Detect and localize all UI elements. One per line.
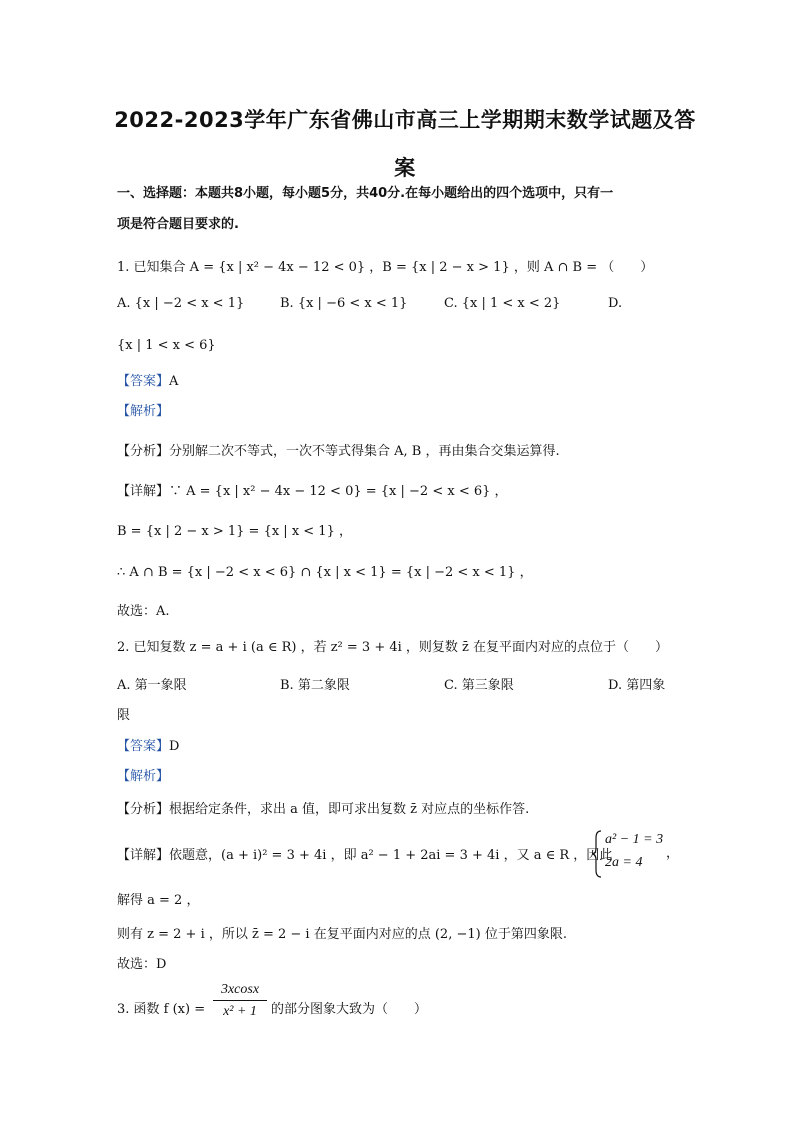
- fraction-denominator: x² + 1: [223, 1004, 257, 1019]
- q2-equation-system: [592, 830, 682, 878]
- q3-stem-suffix: 的部分图象大致为（ ）: [271, 1002, 428, 1017]
- answer-tag: 【答案】: [117, 739, 170, 754]
- fraction-numerator: 3xcosx: [213, 980, 267, 1001]
- q1-option-b: B. {x | −6 < x < 1}: [280, 296, 408, 311]
- q2-answer-line: [117, 737, 179, 757]
- q2-option-c: C. 第三象限: [444, 678, 514, 693]
- q2-option-a: A. 第一象限: [117, 678, 187, 693]
- q1-fenxi: 【分析】分别解二次不等式，一次不等式得集合 A, B ，再由集合交集运算得.: [117, 444, 560, 459]
- system-bottom: 2a = 4: [605, 855, 643, 870]
- q1-option-c: C. {x | 1 < x < 2}: [444, 296, 561, 311]
- q1-conclusion: 故选：A.: [117, 604, 170, 619]
- q1-answer: A: [169, 374, 179, 389]
- section-header: 一、选择题：本题共8小题，每小题5分，共40分.在每小题给出的四个选项中，只有一: [117, 186, 614, 201]
- document-title: 2022-2023学年广东省佛山市高三上学期期末数学试题及答案: [114, 108, 696, 180]
- q1-option-d: D.: [608, 296, 623, 311]
- q2-option-d-cont: 限: [117, 708, 131, 723]
- q1-option-d-cont: {x | 1 < x < 6}: [117, 338, 216, 353]
- q1-answer-line: [117, 372, 178, 392]
- q2-answer: D: [169, 739, 180, 754]
- q3-stem-prefix: 3. 函数 f (x) =: [117, 1002, 206, 1017]
- q1-option-a: A. {x | −2 < x < 1}: [117, 296, 245, 311]
- q3-stem: [117, 980, 597, 1036]
- q2-conclusion: 故选：D: [117, 957, 167, 972]
- answer-tag: 【答案】: [117, 374, 170, 389]
- q2-stem: 2. 已知复数 z = a + i (a ∈ R) ，若 z² = 3 + 4i ，则复数 z̄ 在复平面内对应的点位于（ ）: [117, 640, 669, 655]
- q2-fenxi: 【分析】根据给定条件，求出 a 值，即可求出复数 z̄ 对应点的坐标作答.: [117, 802, 530, 817]
- q1-detail-3: ∴ A ∩ B = {x | −2 < x < 6} ∩ {x | x < 1} = {x | −2 < x < 1} ，: [117, 565, 533, 580]
- q2-solve: 解得 a = 2 ，: [117, 893, 200, 908]
- q2-detail-1: 【详解】依题意，(a + i)² = 3 + 4i ，即 a² − 1 + 2ai = 3 + 4i ，又 a ∈ R ，因此: [117, 848, 613, 863]
- q1-analysis-tag: 【解析】: [117, 404, 170, 419]
- q2-detail-2: 则有 z = 2 + i ，所以 z̄ = 2 − i 在复平面内对应的点 (2, −1) 位于第四象限.: [117, 927, 567, 942]
- left-brace-icon: [592, 830, 602, 878]
- q2-option-d: D. 第四象: [608, 678, 666, 693]
- q2-analysis-tag: 【解析】: [117, 769, 170, 784]
- system-comma: ，: [666, 846, 680, 861]
- q1-detail-1: 【详解】∵ A = {x | x² − 4x − 12 < 0} = {x | −2 < x < 6} ，: [117, 484, 508, 499]
- system-top: a² − 1 = 3: [605, 832, 664, 847]
- q1-stem: 1. 已知集合 A = {x | x² − 4x − 12 < 0} ，B = {x | 2 − x > 1} ，则 A ∩ B = （ ）: [117, 260, 654, 275]
- q1-detail-2: B = {x | 2 − x > 1} = {x | x < 1} ，: [117, 524, 352, 539]
- q3-fraction: [213, 980, 267, 1023]
- q2-option-b: B. 第二象限: [280, 678, 350, 693]
- section-header-cont: 项是符合题目要求的.: [117, 217, 239, 232]
